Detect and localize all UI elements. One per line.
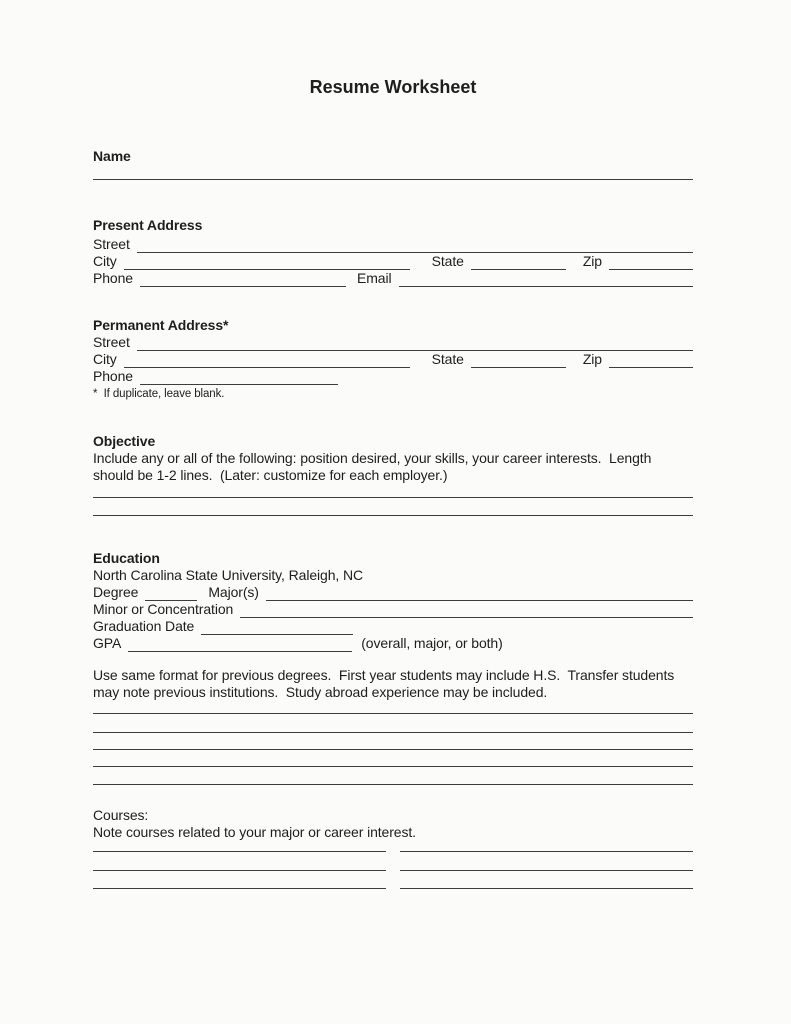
permanent-city-field-line[interactable]: [124, 355, 410, 368]
page-title: Resume Worksheet: [309, 77, 477, 97]
course-line-1-right[interactable]: [400, 851, 693, 852]
education-line-5[interactable]: [93, 784, 693, 785]
objective-line-1[interactable]: [93, 497, 693, 498]
gpa-field-line[interactable]: [128, 639, 352, 652]
minor-field-line[interactable]: [240, 605, 693, 618]
present-phone-row: [93, 270, 693, 287]
gpa-note: (overall, major, or both): [361, 635, 503, 651]
education-gpa-row: [93, 635, 693, 652]
minor-label: Minor or Concentration: [93, 601, 234, 617]
courses-heading: Courses:: [93, 807, 149, 823]
present-zip-field-line[interactable]: [609, 257, 693, 270]
gpa-label: GPA: [93, 635, 122, 651]
course-line-3-left[interactable]: [93, 888, 386, 889]
course-line-3-right[interactable]: [400, 888, 693, 889]
name-field-line[interactable]: [93, 179, 693, 180]
permanent-state-label: State: [431, 351, 464, 367]
course-row-1: [93, 851, 693, 852]
present-street-row: [93, 236, 693, 253]
present-city-row: [93, 253, 693, 270]
permanent-zip-field-line[interactable]: [609, 355, 693, 368]
permanent-address-heading: Permanent Address*: [93, 317, 229, 333]
present-state-field-line[interactable]: [471, 257, 566, 270]
permanent-phone-field-line[interactable]: [140, 372, 338, 385]
present-email-label: Email: [356, 270, 392, 286]
name-label: Name: [93, 148, 131, 164]
courses-instructions: Note courses related to your major or career interest.: [93, 824, 416, 840]
present-email-field-line[interactable]: [399, 274, 694, 287]
education-school: North Carolina State University, Raleigh, NC: [93, 567, 364, 583]
permanent-street-field-line[interactable]: [137, 338, 693, 351]
major-field-line[interactable]: [266, 588, 693, 601]
present-street-label: Street: [93, 236, 130, 252]
course-line-1-left[interactable]: [93, 851, 386, 852]
degree-field-line[interactable]: [145, 588, 197, 601]
course-line-2-right[interactable]: [400, 870, 693, 871]
objective-instructions: Include any or all of the following: position desired, your skills, your career interests. Length should be 1-2 lines. (Later: customize for each employer.): [93, 450, 656, 483]
education-line-2[interactable]: [93, 732, 693, 733]
education-instructions: Use same format for previous degrees. First year students may include H.S. Transfer students may note previous institutions. Study abroad experience may be included.: [93, 667, 678, 700]
permanent-phone-row: [93, 368, 693, 385]
education-graduation-row: [93, 618, 693, 635]
course-line-2-left[interactable]: [93, 870, 386, 871]
major-label: Major(s): [208, 584, 259, 600]
present-zip-label: Zip: [582, 253, 602, 269]
permanent-zip-label: Zip: [582, 351, 602, 367]
present-state-label: State: [431, 253, 464, 269]
permanent-address-footnote: * If duplicate, leave blank.: [93, 388, 225, 400]
objective-heading: Objective: [93, 433, 156, 449]
permanent-phone-label: Phone: [93, 368, 133, 384]
degree-label: Degree: [93, 584, 139, 600]
course-row-3: [93, 888, 693, 889]
present-phone-label: Phone: [93, 270, 133, 286]
present-city-field-line[interactable]: [124, 257, 410, 270]
permanent-street-label: Street: [93, 334, 130, 350]
course-row-2: [93, 870, 693, 871]
objective-line-2[interactable]: [93, 515, 693, 516]
education-degree-row: [93, 584, 693, 601]
present-address-heading: Present Address: [93, 217, 203, 233]
permanent-street-row: [93, 334, 693, 351]
education-line-3[interactable]: [93, 749, 693, 750]
present-street-field-line[interactable]: [137, 240, 693, 253]
present-city-label: City: [93, 253, 117, 269]
graduation-date-field-line[interactable]: [201, 622, 353, 635]
permanent-city-label: City: [93, 351, 117, 367]
permanent-city-row: [93, 351, 693, 368]
education-line-1[interactable]: [93, 713, 693, 714]
education-minor-row: [93, 601, 693, 618]
present-phone-field-line[interactable]: [140, 274, 346, 287]
permanent-state-field-line[interactable]: [471, 355, 566, 368]
education-heading: Education: [93, 550, 160, 566]
graduation-date-label: Graduation Date: [93, 618, 195, 634]
education-line-4[interactable]: [93, 766, 693, 767]
